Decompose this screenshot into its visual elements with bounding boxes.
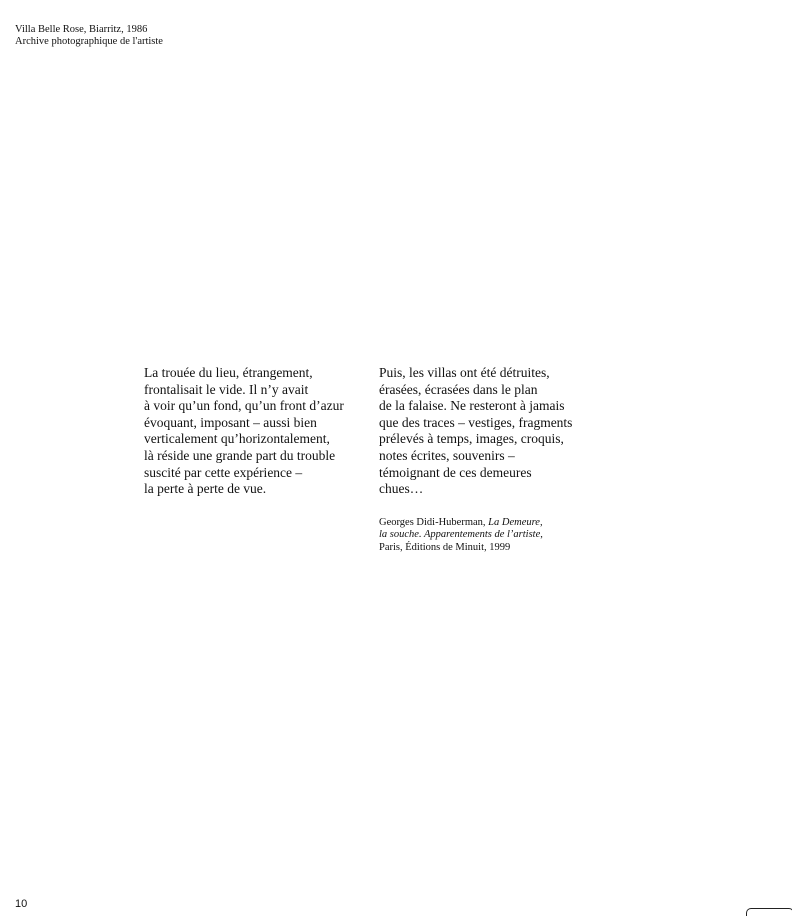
text-line: verticalement qu’horizontalement, xyxy=(144,431,330,447)
text-line: chues… xyxy=(379,481,424,497)
left-text-column xyxy=(144,365,344,498)
text-line: là réside une grande part du trouble xyxy=(144,447,336,463)
citation-subtitle: la souche. Apparentements de l’artiste xyxy=(379,529,541,541)
text-line: de la falaise. Ne resteront à jamais xyxy=(379,398,565,414)
text-line: La trouée du lieu, étrangement, xyxy=(144,365,313,380)
text-line: érasées, écrasées dans le plan xyxy=(379,381,538,397)
text-line: Puis, les villas ont été détruites, xyxy=(379,365,550,380)
page-number: 10 xyxy=(15,898,28,910)
citation xyxy=(379,517,572,555)
text-line: frontalisait le vide. Il n’y avait xyxy=(144,381,309,397)
caption-source: Archive photographique de l'artiste xyxy=(15,36,163,47)
text-line: que des traces – vestiges, fragments xyxy=(379,414,573,430)
text-line: prélevés à temps, images, croquis, xyxy=(379,431,564,447)
right-text-column xyxy=(379,365,572,554)
citation-publisher: Paris, Éditions de Minuit, 1999 xyxy=(379,541,511,553)
page-corner-tab xyxy=(746,908,792,916)
text-line: évoquant, imposant – aussi bien xyxy=(144,414,317,430)
citation-line-1 xyxy=(379,517,572,530)
caption-title: Villa Belle Rose, Biarritz, 1986 xyxy=(15,24,148,35)
text-line: témoignant de ces demeures xyxy=(379,464,532,480)
text-line: à voir qu’un fond, qu’un front d’azur xyxy=(144,398,344,414)
citation-author: Georges Didi-Huberman, xyxy=(379,516,489,528)
text-line: la perte à perte de vue. xyxy=(144,481,267,497)
citation-title: La Demeure, xyxy=(488,516,543,528)
text-line: notes écrites, souvenirs – xyxy=(379,447,515,463)
text-line: suscité par cette expérience – xyxy=(144,464,303,480)
image-caption xyxy=(15,24,163,48)
citation-line-2 xyxy=(379,529,572,542)
citation-comma: , xyxy=(540,529,543,541)
